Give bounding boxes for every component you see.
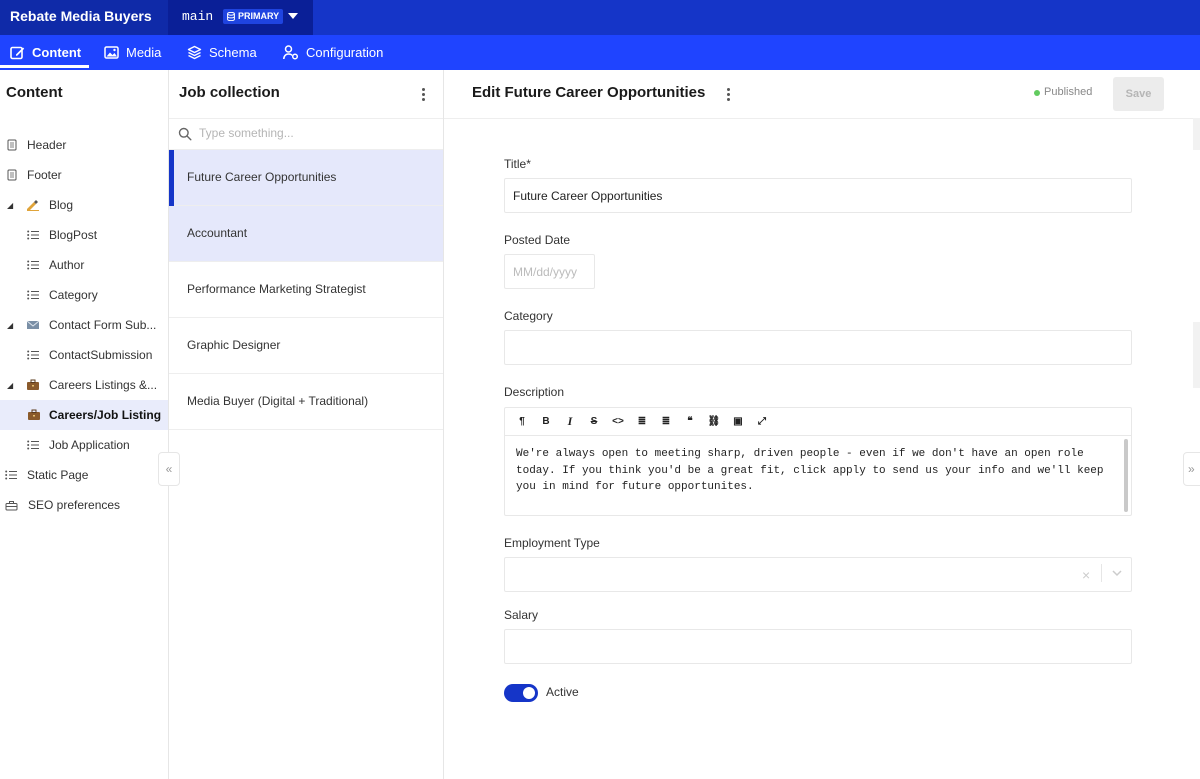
italic-icon[interactable]: I — [567, 414, 573, 428]
title-field[interactable] — [504, 178, 1132, 213]
sidebar-item-contact-form[interactable] — [0, 310, 168, 340]
toolbox-icon — [5, 500, 18, 511]
more-options-icon[interactable] — [422, 88, 426, 103]
sidebar-item-seo-preferences[interactable] — [0, 490, 168, 520]
chevron-down-icon[interactable] — [288, 13, 298, 19]
image-icon[interactable]: ▣ — [733, 416, 743, 427]
content-tree-title: Content — [6, 84, 63, 101]
sidebar-item-label: Category — [49, 288, 98, 302]
envelope-icon — [26, 319, 40, 331]
strikethrough-icon[interactable]: S — [590, 416, 598, 427]
numbered-list-icon[interactable]: ≣ — [661, 416, 671, 427]
fullscreen-icon[interactable]: ⤢ — [758, 416, 766, 427]
title-label: Title* — [504, 157, 531, 171]
branch-switcher[interactable] — [168, 0, 313, 35]
sidebar-item-label: Careers/Job Listing — [49, 408, 162, 422]
branch-name: main — [182, 9, 214, 24]
list-icon — [5, 470, 17, 480]
more-options-icon[interactable] — [727, 88, 731, 103]
sidebar-item-label: Footer — [27, 168, 62, 182]
content-tree-panel — [0, 70, 169, 779]
rich-text-toolbar — [505, 408, 1131, 436]
list-item[interactable] — [169, 318, 443, 374]
briefcase-icon — [27, 409, 41, 421]
collection-panel — [169, 70, 444, 779]
sidebar-item-job-application[interactable] — [0, 430, 168, 460]
description-text[interactable]: We're always open to meeting sharp, driven people - even if we don't have an open role today. If you think you'd be a great fit, click apply to send us your info and we'll keep you in mind for future opportunites. — [516, 448, 1104, 493]
tab-schema[interactable] — [187, 35, 257, 70]
image-icon — [104, 46, 119, 59]
tab-configuration[interactable] — [283, 35, 383, 70]
list-item-label: Performance Marketing Strategist — [187, 282, 366, 296]
code-icon[interactable]: <> — [612, 416, 624, 427]
sidebar-item-label: Blog — [49, 198, 74, 212]
divider — [444, 118, 1200, 119]
posted-date-label: Posted Date — [504, 233, 571, 247]
sidebar-item-label: Job Application — [49, 438, 130, 452]
sidebar-item-blogpost[interactable] — [0, 220, 168, 250]
category-label: Category — [504, 309, 553, 323]
sidebar-item-footer[interactable] — [0, 160, 168, 190]
active-label: Active — [546, 685, 579, 699]
clear-icon[interactable]: × — [1082, 567, 1091, 583]
category-field[interactable] — [504, 330, 1132, 365]
database-icon — [227, 12, 235, 21]
sidebar-item-label: SEO preferences — [28, 498, 121, 512]
quote-icon[interactable]: ❝ — [687, 416, 693, 427]
layers-icon — [187, 45, 202, 60]
selected-indicator — [169, 150, 174, 206]
user-settings-icon — [283, 45, 299, 60]
employment-type-select[interactable] — [504, 557, 1132, 592]
sidebar-item-label: ContactSubmission — [49, 348, 153, 362]
sidebar-item-label: Header — [27, 138, 67, 152]
tab-media[interactable] — [104, 35, 161, 70]
sidebar-item-static-page[interactable] — [0, 460, 168, 490]
sidebar-item-contactsubmission[interactable] — [0, 340, 168, 370]
active-toggle[interactable] — [504, 684, 538, 702]
collapse-sidebar-button[interactable]: « — [158, 452, 180, 486]
list-icon — [27, 440, 39, 450]
sidebar-item-blog[interactable] — [0, 190, 168, 220]
expand-panel-button[interactable]: » — [1183, 452, 1200, 486]
sidebar-item-label: Static Page — [27, 468, 89, 482]
sidebar-item-label: Careers Listings &... — [49, 378, 158, 392]
salary-label: Salary — [504, 608, 539, 622]
sidebar-item-author[interactable] — [0, 250, 168, 280]
expand-arrow-icon[interactable]: ◢ — [7, 320, 14, 330]
posted-date-field[interactable] — [504, 254, 595, 289]
published-status-icon — [1034, 90, 1040, 96]
list-item[interactable] — [169, 150, 443, 206]
writing-hand-icon — [26, 199, 40, 211]
active-tab-indicator — [0, 65, 89, 68]
search-icon — [178, 127, 192, 141]
list-item[interactable] — [169, 262, 443, 318]
paragraph-icon[interactable]: ¶ — [519, 416, 525, 427]
primary-branch-badge — [223, 9, 283, 24]
expand-arrow-icon[interactable]: ◢ — [7, 380, 14, 390]
tab-media-label: Media — [126, 45, 162, 60]
salary-field[interactable] — [504, 629, 1132, 664]
edit-icon — [10, 45, 25, 60]
list-icon — [27, 260, 39, 270]
toggle-knob — [523, 687, 535, 699]
sidebar-item-careers-job-listing[interactable] — [0, 400, 168, 430]
editor-panel — [444, 70, 1200, 779]
tab-schema-label: Schema — [209, 45, 257, 60]
bold-icon[interactable]: B — [542, 416, 550, 427]
branch-badge-label: PRIMARY — [238, 11, 280, 21]
sidebar-item-header[interactable] — [0, 130, 168, 160]
sidebar-item-label: Contact Form Sub... — [49, 318, 157, 332]
list-item-label: Future Career Opportunities — [187, 170, 337, 184]
description-label: Description — [504, 385, 565, 399]
sidebar-item-label: BlogPost — [49, 228, 98, 242]
side-panel-edge — [1193, 322, 1200, 388]
link-icon[interactable]: ⛓ — [707, 416, 721, 427]
sidebar-item-label: Author — [49, 258, 85, 272]
document-icon — [7, 169, 17, 181]
list-icon — [27, 350, 39, 360]
tab-configuration-label: Configuration — [306, 45, 384, 60]
collection-title: Job collection — [179, 84, 280, 101]
description-editor[interactable] — [504, 407, 1132, 516]
main-nav — [0, 35, 1200, 70]
sidebar-item-careers-listings[interactable] — [0, 370, 168, 400]
project-name[interactable]: Rebate Media Buyers — [0, 0, 168, 35]
tab-content-label: Content — [32, 45, 82, 60]
save-button[interactable]: Save — [1113, 77, 1164, 111]
sidebar-item-category[interactable] — [0, 280, 168, 310]
divider — [1101, 564, 1102, 582]
scrollbar[interactable] — [1124, 439, 1128, 512]
list-item-label: Media Buyer (Digital + Traditional) — [187, 394, 369, 408]
search-input[interactable] — [199, 126, 429, 140]
collection-search — [169, 118, 443, 150]
expand-arrow-icon[interactable]: ◢ — [7, 200, 14, 210]
briefcase-icon — [26, 379, 40, 391]
side-panel-edge — [1193, 118, 1200, 150]
bulleted-list-icon[interactable]: ≣ — [637, 416, 647, 427]
list-item-label: Graphic Designer — [187, 338, 281, 352]
top-bar — [0, 0, 1200, 35]
list-icon — [27, 230, 39, 240]
list-icon — [27, 290, 39, 300]
list-item[interactable] — [169, 206, 443, 262]
page-title: Edit Future Career Opportunities — [472, 84, 706, 101]
status-badge: Published — [1044, 86, 1093, 98]
chevron-down-icon[interactable] — [1111, 567, 1123, 579]
document-icon — [7, 139, 17, 151]
employment-type-label: Employment Type — [504, 536, 600, 550]
list-item[interactable] — [169, 374, 443, 430]
list-item-label: Accountant — [187, 226, 248, 240]
